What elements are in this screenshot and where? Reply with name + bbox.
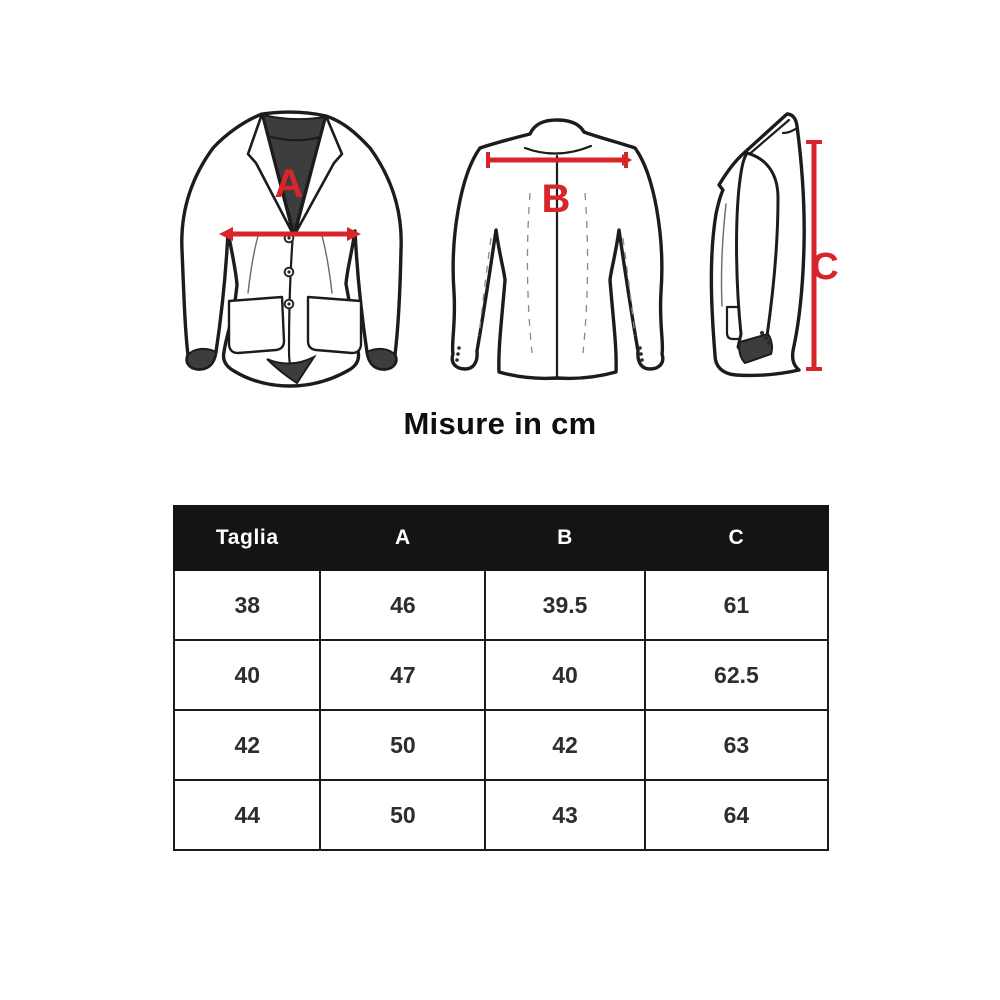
jacket-side-drawing — [711, 114, 804, 375]
table-row-size-40 — [174, 640, 828, 710]
jacket-back-figure — [435, 108, 690, 393]
table-row-size-38 — [174, 570, 828, 640]
cell-size: 42 — [174, 710, 320, 780]
size-table — [173, 505, 829, 851]
front-pocket-left — [229, 297, 284, 353]
size-table-header — [174, 506, 828, 570]
cell-measure-b: 39.5 — [485, 570, 645, 640]
cell-measure-c: 63 — [645, 710, 828, 780]
cell-measure-b: 40 — [485, 640, 645, 710]
header-row — [174, 506, 828, 570]
jacket-side-figure — [690, 108, 840, 393]
cell-measure-c: 64 — [645, 780, 828, 850]
jacket-front-drawing — [182, 112, 401, 386]
column-header-c: C — [645, 506, 828, 570]
cell-measure-b: 42 — [485, 710, 645, 780]
table-row-size-42 — [174, 710, 828, 780]
front-pocket-right — [308, 297, 361, 353]
measure-label-c: C — [811, 246, 839, 288]
cell-measure-c: 62.5 — [645, 640, 828, 710]
page-title: Misure in cm — [403, 406, 597, 441]
measure-label-b: B — [541, 177, 571, 221]
cell-measure-a: 47 — [320, 640, 485, 710]
measure-label-a: A — [274, 162, 304, 206]
cell-size: 44 — [174, 780, 320, 850]
cell-measure-a: 46 — [320, 570, 485, 640]
cell-measure-a: 50 — [320, 710, 485, 780]
cell-size: 40 — [174, 640, 320, 710]
column-header-a: A — [320, 506, 485, 570]
column-header-b: B — [485, 506, 645, 570]
jacket-front-figure — [172, 108, 422, 393]
column-header-taglia: Taglia — [174, 506, 320, 570]
table-row-size-44 — [174, 780, 828, 850]
cell-measure-b: 43 — [485, 780, 645, 850]
cell-size: 38 — [174, 570, 320, 640]
cell-measure-a: 50 — [320, 780, 485, 850]
cell-measure-c: 61 — [645, 570, 828, 640]
